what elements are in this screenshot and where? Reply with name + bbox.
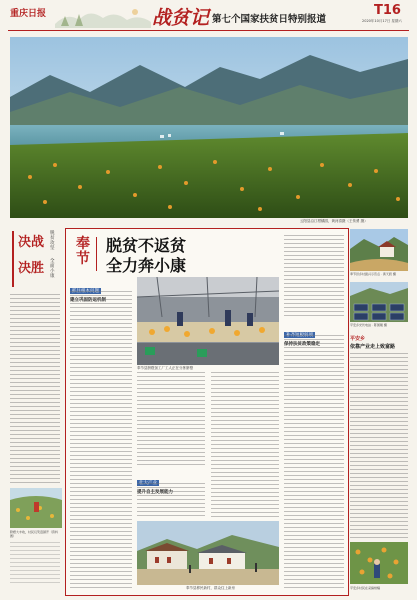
story-kicker: 奉节 <box>76 236 90 267</box>
main-story <box>65 228 349 596</box>
left-column-text-bottom <box>10 542 60 586</box>
right-sub-kicker: 平安乡 <box>350 336 366 342</box>
masthead-rule <box>8 30 409 31</box>
date-line: 2020年10月17日 星期六 <box>362 19 402 23</box>
series-subtitle: 第七个国家扶贫日特别报道 <box>212 14 327 25</box>
column2-text-a <box>137 372 205 466</box>
side-column-banner <box>10 229 58 289</box>
hero-photo <box>10 37 408 218</box>
banner-vertical-rule <box>12 231 14 287</box>
left-column-photo-caption: 脐橙大丰收，村民们笑逐颜开（资料图） <box>10 530 59 538</box>
section3-title: 补齐短板弱项 <box>286 333 313 338</box>
column2-text-b <box>137 483 205 517</box>
main-photo-village <box>137 521 279 585</box>
right-column-text <box>350 353 408 538</box>
section3-subtitle: 保持扶贫政策稳定 <box>284 342 320 347</box>
side-subtitle-1: 脱贫攻坚 <box>50 231 55 251</box>
section2-subtitle: 提升自主发展能力 <box>137 490 173 495</box>
main-photo-factory <box>137 277 279 365</box>
right-photo-mid <box>350 282 408 322</box>
column4-text-b <box>284 335 344 589</box>
series-title: 战贫记 <box>152 7 210 29</box>
story-headline-1: 脱贫不返贫 <box>106 236 187 255</box>
section2-title: 壮大产业 <box>139 481 157 486</box>
column1-text <box>70 291 132 589</box>
side-title-2: 决胜 <box>18 261 45 276</box>
paper-name: 重庆日报 <box>10 9 47 19</box>
story-headline-2: 全力奔小康 <box>106 256 187 275</box>
right-photo-mid-caption: 平安乡光伏电站 · 陈国刚 摄 <box>350 323 387 327</box>
column4-text-a <box>284 235 344 317</box>
right-sub-title: 依靠产业走上致富路 <box>350 344 396 350</box>
right-photo-bottom <box>350 542 408 584</box>
page-number: T16 <box>374 3 401 18</box>
section1-subtitle: 建立巩固防返机制 <box>70 298 106 303</box>
left-column-photo <box>10 488 62 528</box>
kicker-rule <box>96 237 97 271</box>
masthead <box>0 0 417 32</box>
right-photo-top-caption: 奉节县乡村振兴示范点 · 黄天毅 摄 <box>350 272 396 276</box>
side-subtitle-2: 全面小康 <box>50 259 55 279</box>
main-photo-village-caption: 奉节县移民新村，群众住上新房 <box>186 586 235 590</box>
right-photo-top <box>350 229 408 271</box>
main-photo-factory-caption: 奉节县脐橙加工厂工人正在分拣脐橙 <box>137 366 193 370</box>
hero-photo-caption: 云阳县沿江柑橘园，黄河清摄（王传勇 摄） <box>300 219 368 223</box>
right-photo-bottom-caption: 平安乡村民在采摘柑橘 <box>350 586 381 590</box>
section1-title: 抓住根本问题 <box>72 289 99 294</box>
side-title-1: 决战 <box>18 235 45 250</box>
left-column-text <box>10 294 60 484</box>
column3-text <box>211 372 279 517</box>
masthead-sketch <box>55 4 151 28</box>
